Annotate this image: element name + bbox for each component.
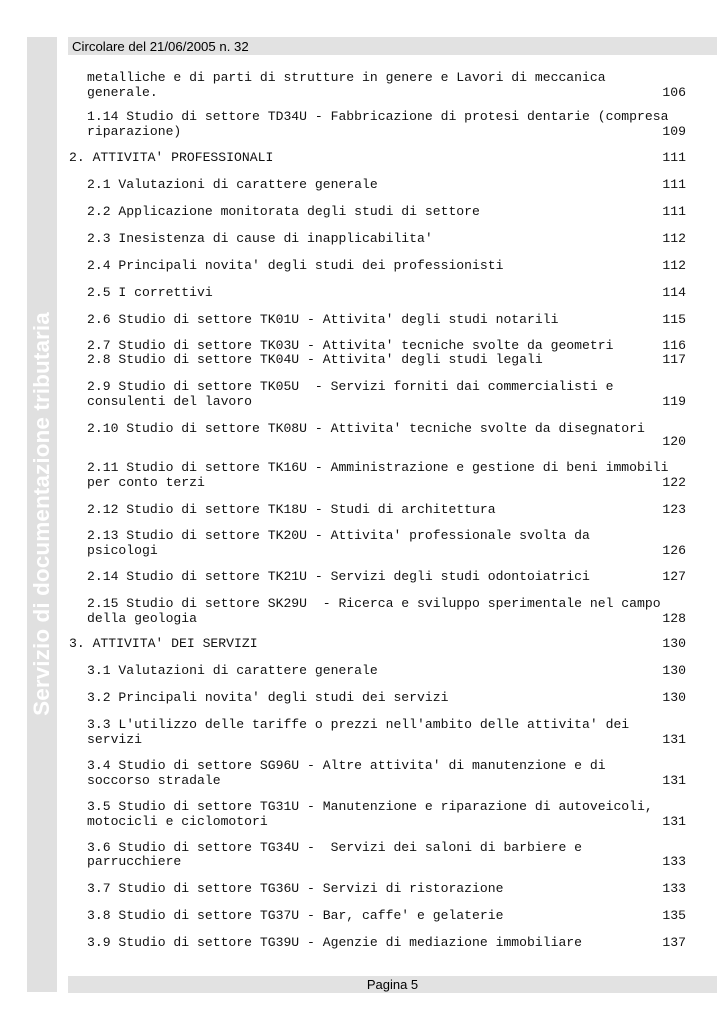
toc-line: 2.1 Valutazioni di carattere generale (87, 177, 378, 192)
toc-page-number: 114 (662, 285, 686, 300)
toc-page-number: 119 (662, 394, 686, 409)
toc-line: consulenti del lavoro (87, 394, 253, 409)
toc-line: della geologia (87, 611, 198, 626)
toc-page-number: 109 (662, 124, 686, 139)
toc-line: 2.14 Studio di settore TK21U - Servizi degli studi odontoiatrici (87, 569, 590, 584)
toc-line: riparazione) (87, 124, 182, 139)
toc-page-number: 116 (662, 338, 686, 353)
toc-line: generale. (87, 85, 158, 100)
toc-page-number: 137 (662, 935, 686, 950)
toc-page-number: 126 (662, 543, 686, 558)
toc-line: 2.9 Studio di settore TK05U - Servizi forniti dai commercialisti e (87, 379, 614, 394)
toc-line: 3.7 Studio di settore TG36U - Servizi di ristorazione (87, 881, 504, 896)
toc-page-number: 133 (662, 881, 686, 896)
toc-line: psicologi (87, 543, 158, 558)
toc-line: metalliche e di parti di strutture in genere e Lavori di meccanica (87, 70, 606, 85)
toc-page-number: 130 (662, 663, 686, 678)
toc-line: 2.11 Studio di settore TK16U - Amministrazione e gestione di beni immobili (87, 460, 669, 475)
toc-line: 2.6 Studio di settore TK01U - Attivita' degli studi notarili (87, 312, 559, 327)
toc-line: 2.10 Studio di settore TK08U - Attivita' tecniche svolte da disegnatori (87, 421, 645, 436)
toc-line: parrucchiere (87, 854, 182, 869)
toc-page-number: 112 (662, 258, 686, 273)
sidebar-label: Servizio di documentazione tributaria (29, 312, 54, 716)
toc-line: motocicli e ciclomotori (87, 814, 268, 829)
footer-bar (68, 976, 717, 993)
toc-line: 3.4 Studio di settore SG96U - Altre attivita' di manutenzione e di (87, 758, 606, 773)
toc-page-number: 106 (662, 85, 686, 100)
toc-line: servizi (87, 732, 143, 747)
toc-line: 2.4 Principali novita' degli studi dei professionisti (87, 258, 504, 273)
toc-page-number: 130 (662, 690, 686, 705)
toc-page-number: 111 (662, 204, 686, 219)
toc-page-number: 131 (662, 814, 686, 829)
toc-page-number: 135 (662, 908, 686, 923)
toc-page-number: 111 (662, 150, 686, 165)
toc-page-number: 130 (662, 636, 686, 651)
document-header-title: Circolare del 21/06/2005 n. 32 (72, 39, 249, 54)
toc-page-number: 111 (662, 177, 686, 192)
toc-line: soccorso stradale (87, 773, 221, 788)
toc-page-number: 131 (662, 732, 686, 747)
toc-page-number: 131 (662, 773, 686, 788)
toc-line: 3.3 L'utilizzo delle tariffe o prezzi nell'ambito delle attivita' dei (87, 717, 630, 732)
toc-section-heading: 3. ATTIVITA' DEI SERVIZI (69, 636, 258, 651)
toc-line: 3.8 Studio di settore TG37U - Bar, caffe' e gelaterie (87, 908, 504, 923)
toc-page-number: 133 (662, 854, 686, 869)
toc-page-number: 112 (662, 231, 686, 246)
toc-line: 1.14 Studio di settore TD34U - Fabbricazione di protesi dentarie (compresa (87, 109, 669, 124)
toc-page-number: 120 (662, 434, 686, 449)
toc-line: 2.13 Studio di settore TK20U - Attivita' professionale svolta da (87, 528, 590, 543)
toc-line: 3.2 Principali novita' degli studi dei servizi (87, 690, 449, 705)
toc-page-number: 115 (662, 312, 686, 327)
toc-line: 3.6 Studio di settore TG34U - Servizi dei saloni di barbiere e (87, 840, 583, 855)
toc-page-number: 128 (662, 611, 686, 626)
toc-line: 3.5 Studio di settore TG31U - Manutenzione e riparazione di autoveicoli, (87, 799, 653, 814)
page-number-label: Pagina 5 (366, 977, 419, 992)
toc-line: 2.3 Inesistenza di cause di inapplicabilita' (87, 231, 433, 246)
toc-line: 2.5 I correttivi (87, 285, 213, 300)
toc-line: 2.12 Studio di settore TK18U - Studi di architettura (87, 502, 496, 517)
toc-line: 2.7 Studio di settore TK03U - Attivita' tecniche svolte da geometri (87, 338, 614, 353)
toc-line: 3.1 Valutazioni di carattere generale (87, 663, 378, 678)
toc-line: 2.15 Studio di settore SK29U - Ricerca e sviluppo sperimentale nel campo (87, 596, 661, 611)
toc-section-heading: 2. ATTIVITA' PROFESSIONALI (69, 150, 274, 165)
toc-line: 2.2 Applicazione monitorata degli studi di settore (87, 204, 480, 219)
toc-page-number: 122 (662, 475, 686, 490)
toc-line: per conto terzi (87, 475, 205, 490)
toc-line: 2.8 Studio di settore TK04U - Attivita' degli studi legali (87, 352, 543, 367)
toc-page-number: 127 (662, 569, 686, 584)
toc-line: 3.9 Studio di settore TG39U - Agenzie di mediazione immobiliare (87, 935, 583, 950)
toc-page-number: 117 (662, 352, 686, 367)
toc-page-number: 123 (662, 502, 686, 517)
